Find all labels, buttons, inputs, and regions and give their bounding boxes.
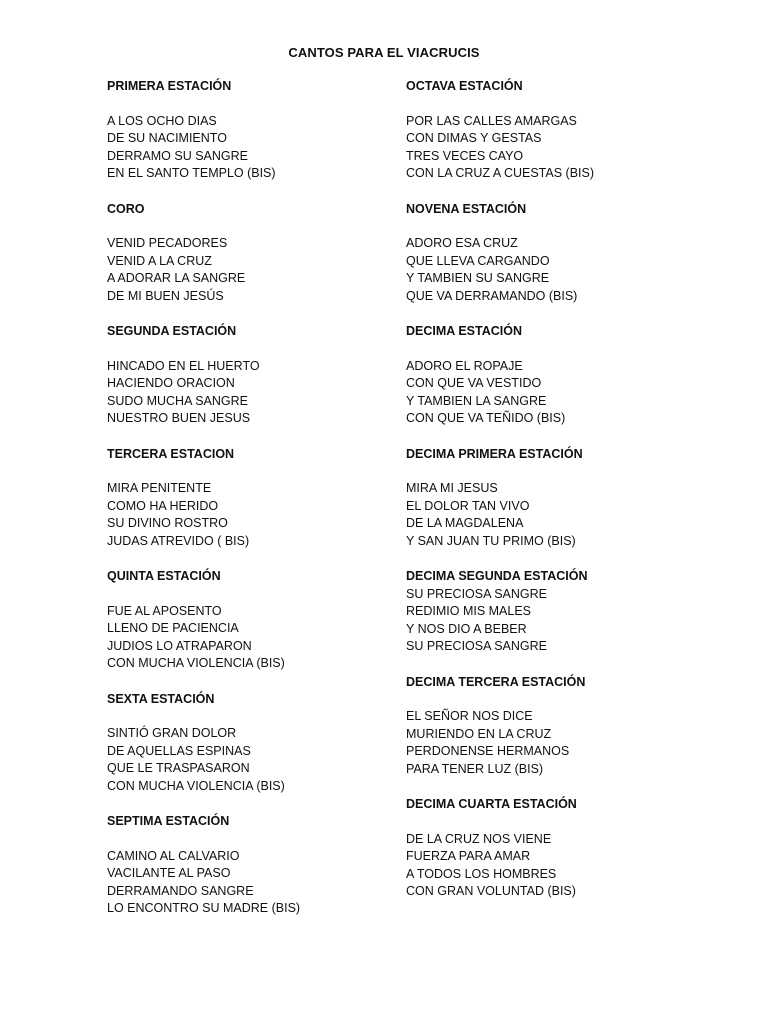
verse-line: Y SAN JUAN TU PRIMO (BIS) bbox=[406, 533, 576, 548]
verse-line: SU DIVINO ROSTRO bbox=[107, 516, 228, 530]
section-heading: DECIMA SEGUNDA ESTACIÓN bbox=[406, 569, 588, 583]
verse-line: NUESTRO BUEN JESUS bbox=[107, 411, 251, 425]
verse-line: DERRAMANDO SANGRE bbox=[107, 883, 254, 898]
section-heading: DECIMA PRIMERA ESTACIÓN bbox=[406, 446, 583, 461]
section-heading: NOVENA ESTACIÓN bbox=[406, 201, 527, 216]
verse-line: Y TAMBIEN LA SANGRE bbox=[406, 393, 547, 408]
verse-line: SU PRECIOSA SANGRE bbox=[406, 586, 548, 601]
verse-line: HACIENDO ORACION bbox=[107, 376, 235, 390]
verse-line: MIRA PENITENTE bbox=[107, 481, 212, 495]
verse-line: Y NOS DIO A BEBER bbox=[406, 621, 527, 636]
verse-line: TRES VECES CAYO bbox=[406, 148, 524, 163]
verse-line: FUE AL APOSENTO bbox=[107, 603, 222, 618]
verse-line: LLENO DE PACIENCIA bbox=[107, 621, 239, 635]
verse-line: SU PRECIOSA SANGRE bbox=[406, 639, 548, 653]
section-heading: DECIMA ESTACIÓN bbox=[406, 324, 522, 338]
verse-line: HINCADO EN EL HUERTO bbox=[107, 358, 260, 373]
verse-line: FUERZA PARA AMAR bbox=[406, 849, 531, 863]
verse-line: A ADORAR LA SANGRE bbox=[107, 271, 246, 285]
section-heading: SEGUNDA ESTACIÓN bbox=[107, 324, 237, 338]
song-section bbox=[406, 796, 726, 901]
song-section bbox=[406, 446, 726, 551]
section-heading: CORO bbox=[107, 201, 145, 216]
section-heading: SEPTIMA ESTACIÓN bbox=[107, 814, 230, 828]
verse-line: ADORO ESA CRUZ bbox=[406, 236, 518, 250]
verse-line: REDIMIO MIS MALES bbox=[406, 604, 532, 618]
song-section bbox=[406, 568, 726, 656]
song-section bbox=[107, 323, 427, 428]
section-heading: PRIMERA ESTACIÓN bbox=[107, 79, 232, 93]
verse-line: CON GRAN VOLUNTAD (BIS) bbox=[406, 884, 576, 898]
section-heading: DECIMA TERCERA ESTACIÓN bbox=[406, 674, 586, 689]
song-section bbox=[107, 78, 427, 183]
song-section bbox=[406, 201, 726, 306]
verse-line: CON QUE VA TEÑIDO (BIS) bbox=[406, 411, 566, 425]
verse-line: EN EL SANTO TEMPLO (BIS) bbox=[107, 166, 276, 180]
right-column bbox=[406, 78, 726, 919]
verse-line: DE MI BUEN JESÚS bbox=[107, 288, 224, 303]
verse-line: SINTIÓ GRAN DOLOR bbox=[107, 726, 237, 740]
song-section bbox=[107, 691, 427, 796]
verse-line: PARA TENER LUZ (BIS) bbox=[406, 761, 544, 776]
verse-line: LO ENCONTRO SU MADRE (BIS) bbox=[107, 901, 301, 915]
document-title: CANTOS PARA EL VIACRUCIS bbox=[288, 45, 480, 60]
song-section bbox=[406, 674, 726, 779]
verse-line: MIRA MI JESUS bbox=[406, 481, 498, 495]
left-column bbox=[107, 78, 427, 936]
verse-line: A LOS OCHO DIAS bbox=[107, 113, 217, 128]
verse-line: POR LAS CALLES AMARGAS bbox=[406, 113, 577, 128]
section-heading: TERCERA ESTACION bbox=[107, 446, 235, 461]
verse-line: EL DOLOR TAN VIVO bbox=[406, 498, 530, 513]
song-section bbox=[406, 78, 726, 183]
verse-line: DE AQUELLAS ESPINAS bbox=[107, 743, 251, 758]
song-section bbox=[107, 201, 427, 306]
verse-line: SUDO MUCHA SANGRE bbox=[107, 393, 248, 408]
verse-line: VENID PECADORES bbox=[107, 236, 228, 250]
verse-line: VENID A LA CRUZ bbox=[107, 253, 212, 268]
verse-line: QUE VA DERRAMANDO (BIS) bbox=[406, 288, 578, 303]
verse-line: Y TAMBIEN SU SANGRE bbox=[406, 271, 550, 285]
verse-line: CON MUCHA VIOLENCIA (BIS) bbox=[107, 656, 285, 670]
section-heading: DECIMA CUARTA ESTACIÓN bbox=[406, 797, 577, 811]
verse-line: JUDIOS LO ATRAPARON bbox=[107, 638, 252, 653]
section-heading: QUINTA ESTACIÓN bbox=[107, 569, 221, 583]
verse-line: DE LA CRUZ NOS VIENE bbox=[406, 831, 552, 846]
verse-line: ADORO EL ROPAJE bbox=[406, 358, 523, 373]
song-section bbox=[107, 568, 427, 673]
verse-line: DE LA MAGDALENA bbox=[406, 516, 524, 530]
verse-line: QUE LLEVA CARGANDO bbox=[406, 253, 550, 268]
verse-line: EL SEÑOR NOS DICE bbox=[406, 709, 533, 723]
verse-line: CON LA CRUZ A CUESTAS (BIS) bbox=[406, 166, 595, 180]
verse-line: QUE LE TRASPASARON bbox=[107, 761, 250, 775]
verse-line: CAMINO AL CALVARIO bbox=[107, 848, 240, 863]
verse-line: DE SU NACIMIENTO bbox=[107, 131, 227, 145]
section-heading: OCTAVA ESTACIÓN bbox=[406, 79, 523, 93]
verse-line: VACILANTE AL PASO bbox=[107, 866, 231, 880]
song-section bbox=[406, 323, 726, 428]
verse-line: A TODOS LOS HOMBRES bbox=[406, 866, 557, 881]
verse-line: CON DIMAS Y GESTAS bbox=[406, 131, 542, 145]
section-heading: SEXTA ESTACIÓN bbox=[107, 691, 215, 706]
song-section bbox=[107, 446, 427, 551]
verse-line: MURIENDO EN LA CRUZ bbox=[406, 726, 552, 741]
verse-line: CON QUE VA VESTIDO bbox=[406, 376, 542, 390]
verse-line: DERRAMO SU SANGRE bbox=[107, 148, 248, 163]
verse-line: COMO HA HERIDO bbox=[107, 498, 219, 513]
song-section bbox=[107, 813, 427, 918]
verse-line: CON MUCHA VIOLENCIA (BIS) bbox=[107, 778, 285, 793]
verse-line: JUDAS ATREVIDO ( BIS) bbox=[107, 533, 250, 548]
verse-line: PERDONENSE HERMANOS bbox=[406, 744, 570, 758]
